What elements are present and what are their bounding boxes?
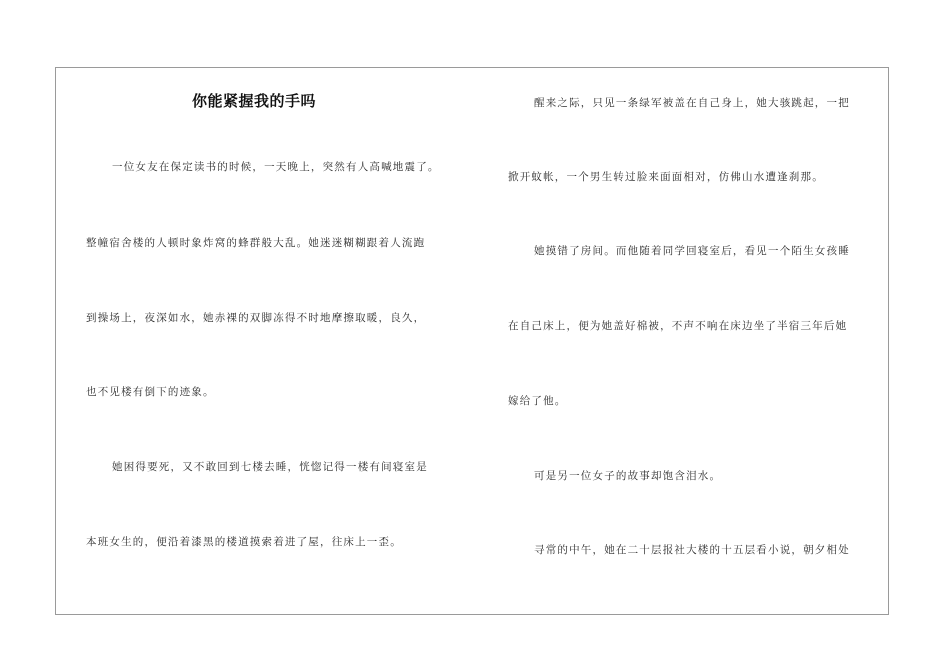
right-paragraph-line: 嫁给了他。 bbox=[508, 395, 567, 407]
left-paragraph-line: 整幢宿舍楼的人顿时象炸窝的蜂群般大乱。她迷迷糊糊跟着人流跑 bbox=[86, 237, 426, 249]
right-paragraph-line: 在自己床上，便为她盖好棉被，不声不响在床边坐了半宿三年后她 bbox=[508, 320, 848, 332]
right-paragraph-line: 醒来之际，只见一条绿军被盖在自己身上，她大骇跳起，一把 bbox=[534, 97, 850, 109]
left-paragraph-line: 到操场上，夜深如水，她赤裸的双脚冻得不时地摩擦取暖，良久， bbox=[86, 312, 426, 324]
right-paragraph-line: 寻常的中午，她在二十层报社大楼的十五层看小说，朝夕相处 bbox=[534, 544, 850, 556]
right-paragraph-line: 可是另一位女子的故事却饱含泪水。 bbox=[534, 470, 722, 482]
page-frame bbox=[55, 67, 889, 615]
left-paragraph-line: 本班女生的，便沿着漆黑的楼道摸索着进了屋，往床上一歪。 bbox=[86, 536, 402, 548]
right-paragraph-line: 她摸错了房间。而他随着同学回寝室后，看见一个陌生女孩睡 bbox=[534, 245, 850, 257]
left-paragraph-line: 她困得要死，又不敢回到七楼去睡，恍惚记得一楼有间寝室是 bbox=[112, 461, 428, 473]
right-paragraph-line: 掀开蚊帐，一个男生转过脸来面面相对，仿佛山水遭逢刹那。 bbox=[508, 171, 824, 183]
left-paragraph-line: 也不见楼有倒下的迹象。 bbox=[86, 386, 215, 398]
left-paragraph-line: 一位女友在保定读书的时候，一天晚上，突然有人高喊地震了。 bbox=[112, 161, 440, 173]
document-title: 你能紧握我的手吗 bbox=[192, 92, 317, 110]
